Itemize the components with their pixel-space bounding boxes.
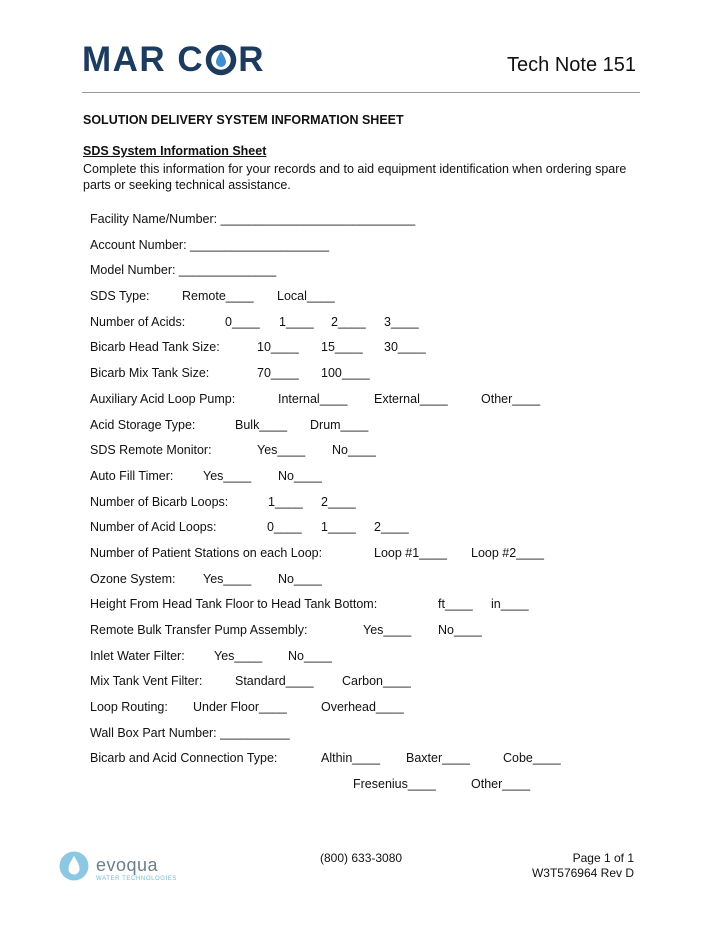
logo-text-part1: MAR C bbox=[82, 40, 205, 79]
form-row bbox=[90, 700, 690, 726]
field-label: Mix Tank Vent Filter: bbox=[90, 674, 203, 689]
section-title: SDS System Information Sheet bbox=[83, 144, 267, 158]
field-option: 2____ bbox=[374, 520, 409, 535]
field-option: 2____ bbox=[331, 314, 366, 329]
field-option: Facility Name/Number: ____________________________ bbox=[90, 212, 416, 226]
field-option: Drum____ bbox=[310, 417, 369, 432]
field-option: Yes____ bbox=[203, 468, 252, 483]
field-option: 10____ bbox=[257, 340, 299, 355]
document-title: SOLUTION DELIVERY SYSTEM INFORMATION SHEET bbox=[83, 113, 404, 127]
water-drop-icon bbox=[205, 44, 237, 76]
field-option: 70____ bbox=[257, 366, 299, 381]
field-label: Remote Bulk Transfer Pump Assembly: bbox=[90, 623, 308, 637]
field-option: No____ bbox=[332, 443, 376, 458]
form-row bbox=[90, 495, 690, 521]
form-row bbox=[90, 212, 690, 238]
field-option: Other____ bbox=[481, 391, 541, 406]
field-option: No____ bbox=[288, 648, 332, 663]
field-label: Bicarb Mix Tank Size: bbox=[90, 366, 210, 381]
form-row bbox=[90, 546, 690, 572]
field-option: 3____ bbox=[384, 314, 419, 329]
form-row bbox=[90, 418, 690, 444]
field-label: Loop Routing: bbox=[90, 700, 168, 715]
intro-paragraph: Complete this information for your records and to aid equipment identification when ordering spare parts or seeking technical assistance. bbox=[83, 162, 627, 192]
page-number: Page 1 of 1 bbox=[572, 851, 634, 865]
field-option: Yes____ bbox=[214, 648, 263, 663]
field-option: Yes____ bbox=[203, 571, 252, 586]
field-label: Number of Patient Stations on each Loop: bbox=[90, 545, 323, 560]
field-option: Remote____ bbox=[182, 289, 254, 304]
evoqua-drop-icon bbox=[58, 850, 90, 887]
field-option: Yes____ bbox=[257, 443, 306, 458]
field-label: Ozone System: bbox=[90, 571, 176, 586]
field-option: No____ bbox=[278, 468, 322, 483]
form-row bbox=[90, 623, 690, 649]
phone-number: (800) 633-3080 bbox=[320, 851, 403, 865]
form-row bbox=[90, 674, 690, 700]
field-option: No____ bbox=[278, 571, 322, 586]
field-label: Inlet Water Filter: bbox=[90, 648, 185, 663]
form-row bbox=[90, 315, 690, 341]
form-row bbox=[90, 238, 690, 264]
document-number: W3T576964 Rev D bbox=[531, 866, 634, 880]
field-option: Fresenius____ bbox=[353, 777, 436, 792]
mar-cor-logo bbox=[82, 40, 265, 80]
field-option: 0____ bbox=[225, 314, 260, 329]
information-form bbox=[90, 212, 690, 803]
form-row bbox=[90, 520, 690, 546]
header-divider bbox=[82, 92, 640, 93]
field-option: Carbon____ bbox=[342, 674, 411, 689]
field-option: Baxter____ bbox=[406, 751, 470, 766]
field-label: Number of Bicarb Loops: bbox=[90, 494, 229, 509]
tech-note-label: Tech Note 151 bbox=[507, 54, 636, 76]
form-row bbox=[90, 289, 690, 315]
form-row bbox=[90, 469, 690, 495]
field-option: Cobe____ bbox=[503, 751, 561, 766]
form-row bbox=[90, 572, 690, 598]
field-label: Acid Storage Type: bbox=[90, 417, 196, 432]
field-option: Wall Box Part Number: __________ bbox=[90, 725, 290, 740]
field-option: 30____ bbox=[384, 340, 426, 355]
form-row bbox=[90, 340, 690, 366]
field-option: External____ bbox=[374, 391, 448, 406]
form-row bbox=[90, 597, 690, 623]
field-label: Bicarb and Acid Connection Type: bbox=[90, 751, 278, 766]
form-row bbox=[90, 751, 690, 777]
field-option: Bulk____ bbox=[235, 417, 288, 432]
evoqua-logo bbox=[58, 850, 177, 887]
field-label: Number of Acids: bbox=[90, 314, 186, 329]
evoqua-name: evoqua bbox=[96, 854, 159, 875]
field-label: Bicarb Head Tank Size: bbox=[90, 340, 220, 355]
evoqua-subtitle: WATER TECHNOLOGIES bbox=[96, 875, 178, 882]
field-option: 1____ bbox=[321, 520, 356, 535]
field-option: Loop #1____ bbox=[374, 545, 447, 560]
field-option: Loop #2____ bbox=[471, 545, 544, 560]
form-row bbox=[90, 649, 690, 675]
field-option: Overhead____ bbox=[321, 700, 404, 715]
field-option: 1____ bbox=[279, 314, 314, 329]
form-row bbox=[90, 443, 690, 469]
field-label: Auto Fill Timer: bbox=[90, 468, 174, 483]
field-option: Yes____ bbox=[363, 623, 412, 637]
field-option: Account Number: ____________________ bbox=[90, 237, 330, 252]
field-label: SDS Type: bbox=[90, 289, 150, 304]
logo-text-part2: R bbox=[238, 40, 265, 79]
field-option: in____ bbox=[491, 597, 529, 612]
form-row bbox=[90, 777, 690, 803]
field-label: Height From Head Tank Floor to Head Tank Bottom: bbox=[90, 597, 378, 612]
field-option: 15____ bbox=[321, 340, 363, 355]
form-row bbox=[90, 392, 690, 418]
page-info bbox=[532, 851, 634, 881]
field-label: SDS Remote Monitor: bbox=[90, 443, 212, 458]
field-label: Auxiliary Acid Loop Pump: bbox=[90, 391, 236, 406]
field-option: 100____ bbox=[321, 366, 370, 381]
field-option: 2____ bbox=[321, 494, 356, 509]
form-row bbox=[90, 263, 690, 289]
form-row bbox=[90, 726, 690, 752]
field-label: Number of Acid Loops: bbox=[90, 520, 217, 535]
field-option: Under Floor____ bbox=[193, 700, 287, 715]
field-option: Internal____ bbox=[278, 391, 348, 406]
field-option: Other____ bbox=[471, 777, 531, 792]
field-option: Althin____ bbox=[321, 751, 381, 766]
field-option: Standard____ bbox=[235, 674, 314, 689]
field-option: 1____ bbox=[268, 494, 303, 509]
field-option: 0____ bbox=[267, 520, 302, 535]
field-option: ft____ bbox=[438, 597, 473, 612]
form-row bbox=[90, 366, 690, 392]
field-option: Local____ bbox=[277, 289, 335, 304]
field-option: Model Number: ______________ bbox=[90, 263, 277, 278]
field-option: No____ bbox=[438, 623, 482, 637]
